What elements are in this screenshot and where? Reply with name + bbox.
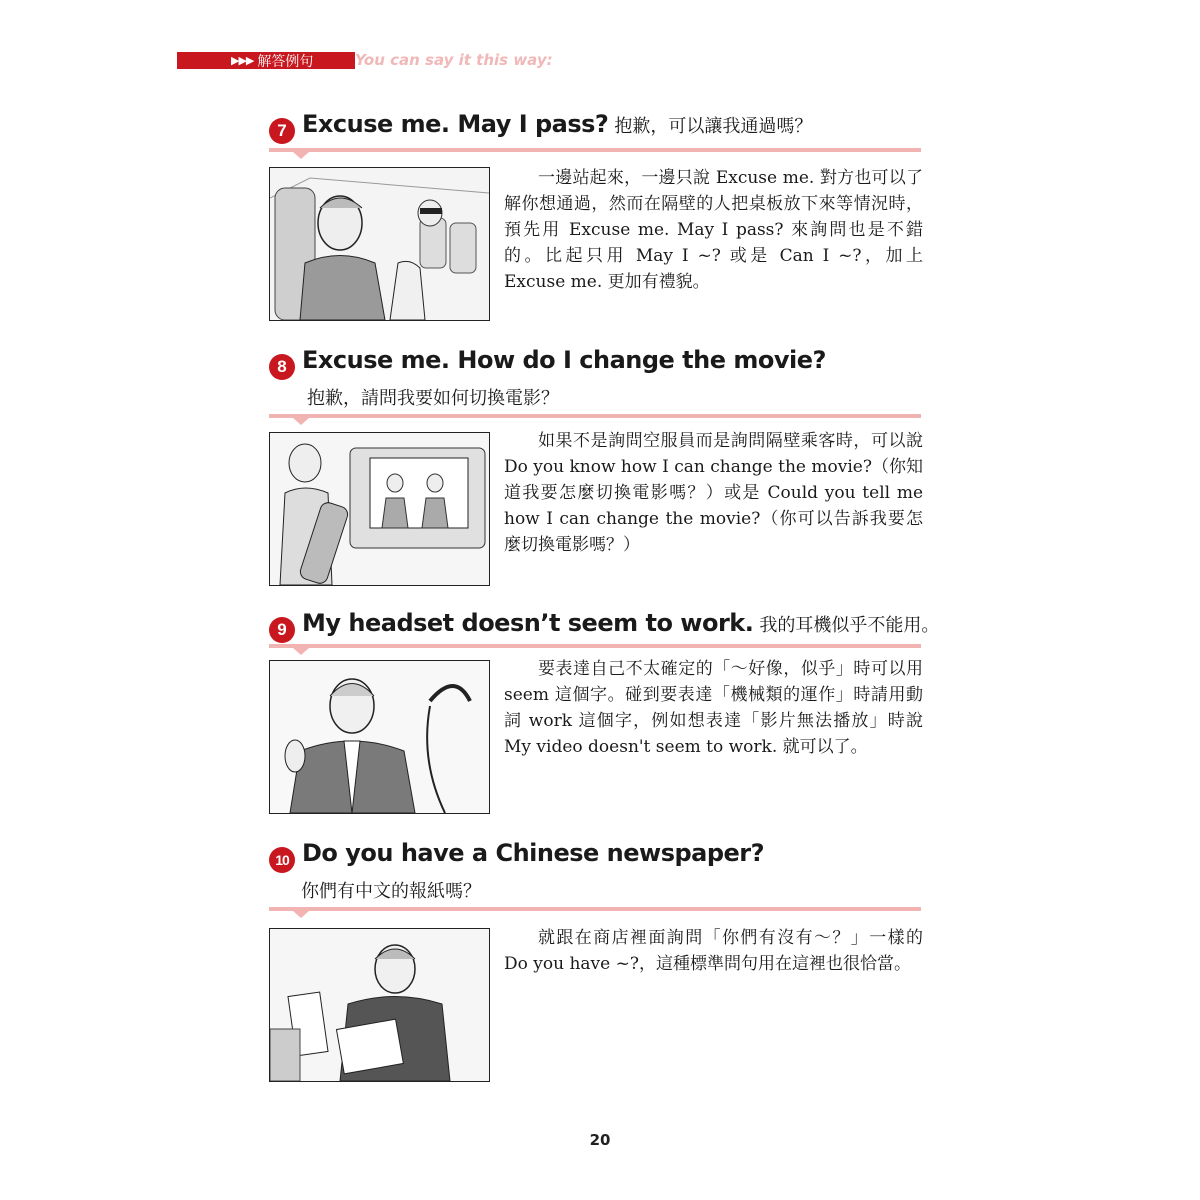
entry-number-badge: 10	[269, 847, 295, 873]
explanation-text: 如果不是詢問空服員而是詢問隔壁乘客時，可以說 Do you know how I can change the movie?（你知道我要怎麼切換電影嗎？）或是 Could you tell me how I can change the movie?（你可以告訴我要怎麼切換電影嗎？）	[504, 431, 923, 555]
man-holding-headset-illustration	[269, 660, 490, 814]
section-subtitle: You can say it this way:	[355, 51, 553, 69]
english-phrase: Excuse me. How do I change the movie?	[302, 346, 826, 374]
english-phrase	[302, 609, 939, 637]
english-phrase-text: My headset doesn’t seem to work.	[302, 609, 754, 637]
passenger-raising-hand-illustration	[269, 167, 490, 321]
entry-number-badge: 9	[269, 617, 295, 643]
entry-heading	[269, 837, 923, 877]
explanation-text: 一邊站起來，一邊只說 Excuse me. 對方也可以了解你想通過，然而在隔壁的人把桌板放下來等情況時，預先用 Excuse me. May I pass? 來詢問也是不錯的。比起只用 May I ~? 或是 Can I ~?，加上 Excuse me. 更加有禮貌。	[504, 168, 923, 292]
section-title: 解答例句	[257, 53, 314, 70]
chinese-translation: 我的耳機似乎不能用。	[759, 615, 940, 636]
entry-number-badge: 7	[269, 118, 295, 144]
entry-heading	[269, 344, 923, 384]
entry-heading	[269, 108, 923, 148]
header-dash	[328, 60, 352, 62]
chinese-translation: 抱歉，可以讓我通過嗎？	[614, 116, 813, 137]
phrase-entry-9	[269, 607, 940, 757]
seatback-screen-remote-illustration	[269, 432, 490, 586]
pink-divider-rule	[269, 907, 921, 911]
english-phrase-text: Excuse me. May I pass?	[302, 110, 609, 138]
explanation-text: 要表達自己不太確定的「～好像，似乎」時可以用 seem 這個字。碰到要表達「機械類的運作」時請用動詞 work 這個字，例如想表達「影片無法播放」時說 My video doesn't seem to work. 就可以了。	[504, 659, 923, 757]
triple-arrow-icon: ▶▶▶	[231, 54, 254, 67]
phrase-entry-8	[269, 344, 923, 555]
pink-divider-rule	[269, 644, 921, 648]
phrase-entry-10	[269, 837, 923, 974]
entry-heading	[269, 607, 940, 647]
pink-divider-rule	[269, 148, 921, 152]
entry-number-badge: 8	[269, 354, 295, 380]
phrase-entry-7	[269, 108, 923, 292]
chinese-translation: 你們有中文的報紙嗎？	[301, 881, 481, 902]
attendant-with-newspapers-illustration	[269, 928, 490, 1082]
page-number: 20	[589, 1131, 611, 1149]
chinese-translation: 抱歉，請問我要如何切換電影？	[307, 388, 559, 409]
explanation-text: 就跟在商店裡面詢問「你們有沒有～？」一樣的 Do you have ~?，這種標準問句用在這裡也很恰當。	[504, 928, 923, 974]
english-phrase	[302, 110, 812, 138]
english-phrase: Do you have a Chinese newspaper?	[302, 839, 765, 867]
pink-divider-rule	[269, 414, 921, 418]
